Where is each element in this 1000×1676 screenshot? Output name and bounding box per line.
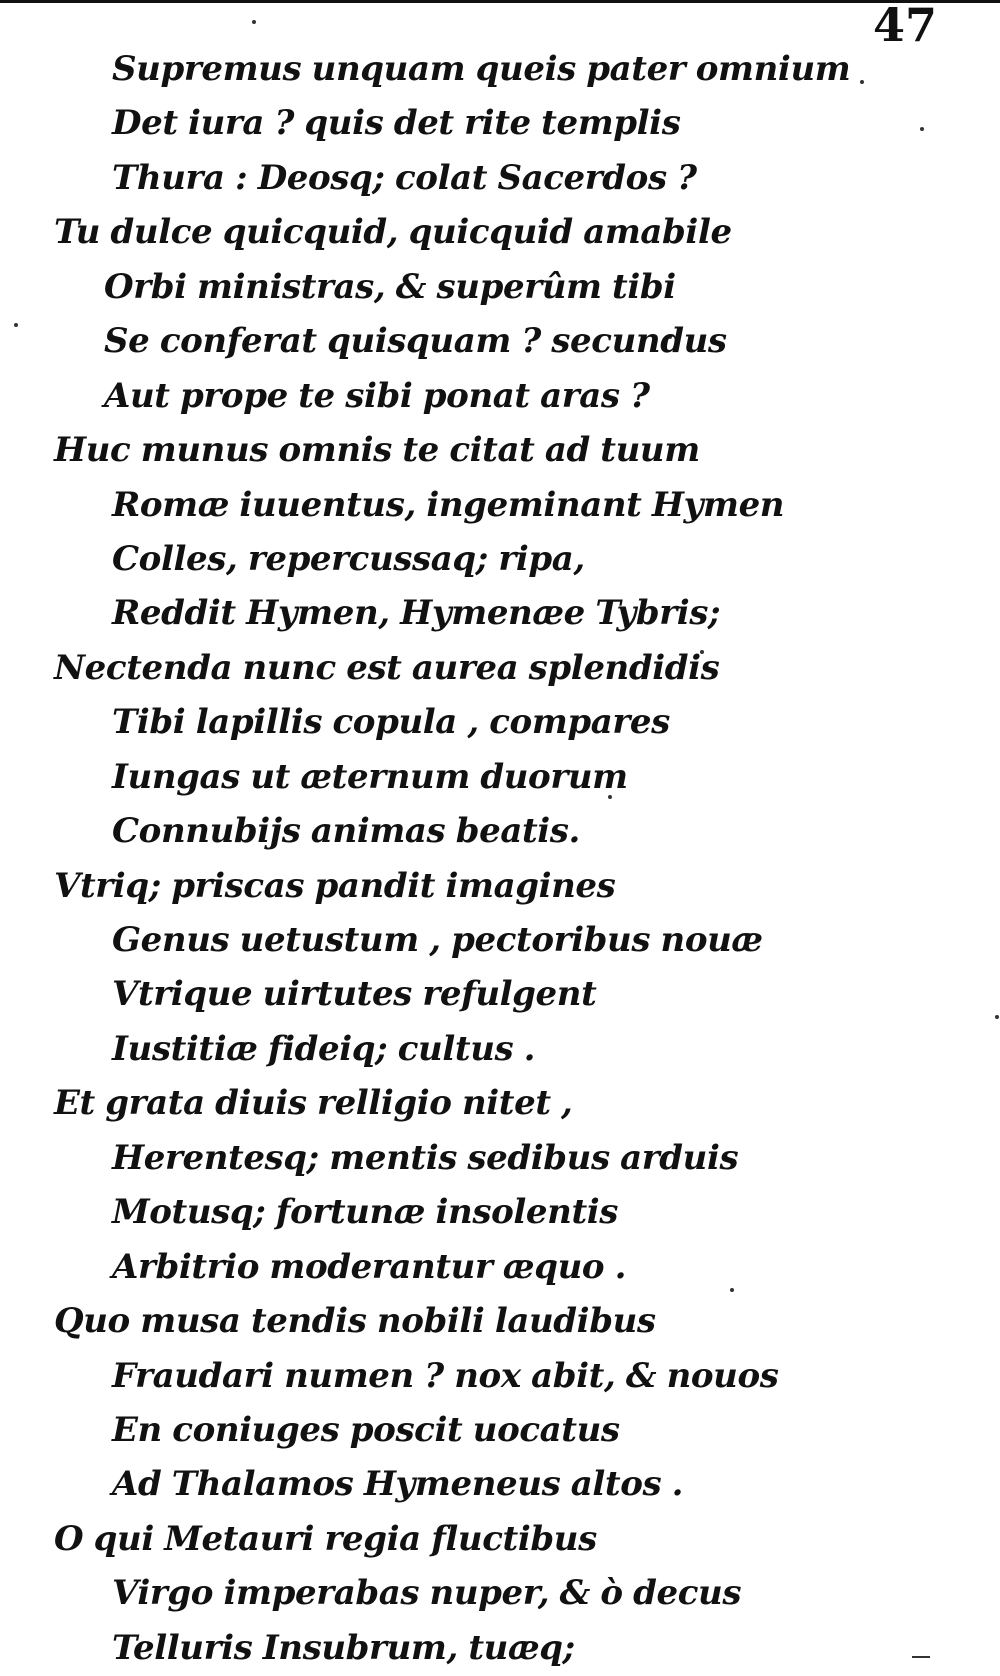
verse-line: Vtrique uirtutes refulgent — [112, 974, 597, 1015]
verse-line: Vtriq; priscas pandit imagines — [54, 865, 616, 906]
verse-line: Nectenda nunc est aurea splendidis — [54, 647, 720, 688]
page-number: 47 — [873, 0, 938, 52]
verse-line: O qui Metauri regia fluctibus — [54, 1518, 597, 1559]
verse-line: Det iura ? quis det rite templis — [112, 103, 681, 144]
poem-text — [0, 42, 1000, 1675]
verse-line: Connubijs animas beatis. — [112, 811, 580, 852]
verse-line: Aut prope te sibi ponat aras ? — [104, 375, 650, 416]
verse-line: Virgo imperabas nuper, & ò decus — [112, 1573, 742, 1614]
verse-line: Colles, repercussaq; ripa, — [112, 538, 585, 579]
verse-line: Ad Thalamos Hymeneus altos . — [112, 1464, 684, 1505]
verse-line: Thura : Deosq; colat Sacerdos ? — [112, 157, 697, 198]
verse-line: Arbitrio moderantur æquo . — [112, 1246, 627, 1287]
verse-line: Tu dulce quicquid, quicquid amabile — [54, 212, 732, 253]
verse-line: Quo musa tendis nobili laudibus — [54, 1301, 656, 1342]
verse-line: Iungas ut æternum duorum — [112, 756, 628, 797]
verse-line: Telluris Insubrum, tuæq; — [112, 1627, 575, 1668]
verse-line: Supremus unquam queis pater omnium — [112, 49, 851, 89]
verse-line: En coniuges poscit uocatus — [112, 1409, 620, 1450]
verse-line: Huc munus omnis te citat ad tuum — [54, 430, 700, 471]
verse-line: Genus uetustum , pectoribus nouæ — [112, 920, 763, 960]
verse-line: Motusq; fortunæ insolentis — [112, 1192, 619, 1233]
verse-line: Se conferat quisquam ? secundus — [104, 321, 727, 362]
verse-line: Et grata diuis relligio nitet , — [54, 1083, 573, 1124]
top-rule — [0, 0, 1000, 3]
verse-line: Herentesq; mentis sedibus arduis — [112, 1137, 739, 1178]
verse-line: Tibi lapillis copula , compares — [112, 702, 670, 743]
verse-line: Iustitiæ fideiq; cultus . — [112, 1028, 536, 1069]
verse-line: Romæ iuuentus, ingeminant Hymen — [112, 484, 785, 525]
verse-line: Orbi ministras, & superûm tibi — [104, 266, 676, 307]
verse-line: Reddit Hymen, Hymenæe Tybris; — [112, 593, 721, 634]
ink-speck — [252, 20, 256, 24]
verse-line: Fraudari numen ? nox abit, & nouos — [112, 1355, 779, 1396]
